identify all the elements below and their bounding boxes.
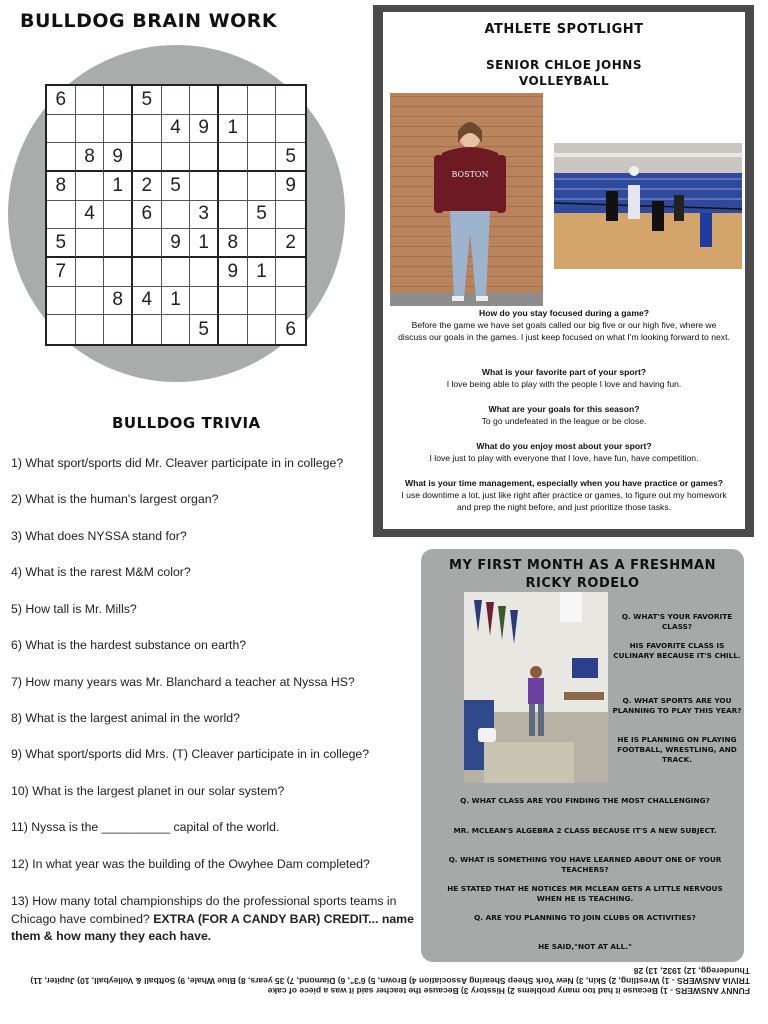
- spotlight-answer: I love being able to play with the people I love and having fun.: [446, 379, 682, 389]
- sudoku-cell: [76, 287, 105, 316]
- sudoku-cell: [133, 258, 162, 287]
- sudoku-cell: 1: [190, 229, 219, 258]
- sudoku-cell: [76, 115, 105, 144]
- trivia-question: 11) Nyssa is the __________ capital of the world.: [11, 820, 280, 834]
- sudoku-cell: [219, 86, 248, 115]
- sudoku-cell: 9: [162, 229, 191, 258]
- sudoku-cell: [47, 287, 76, 316]
- sudoku-cell: [76, 258, 105, 287]
- sudoku-cell: [133, 229, 162, 258]
- sudoku-cell: [248, 315, 277, 344]
- trivia-question: 12) In what year was the building of the Owyhee Dam completed?: [11, 857, 370, 871]
- sudoku-cell: [104, 229, 133, 258]
- sudoku-cell: 4: [162, 115, 191, 144]
- sudoku-cell: [104, 201, 133, 230]
- answers-footer: [10, 966, 750, 996]
- sudoku-cell: 2: [133, 172, 162, 201]
- trivia-question: 9) What sport/sports did Mrs. (T) Cleaver participate in in college?: [11, 747, 370, 761]
- sudoku-cell: 1: [162, 287, 191, 316]
- freshman-classroom-photo: [464, 592, 608, 783]
- sudoku-cell: [133, 115, 162, 144]
- trivia-question: 10) What is the largest planet in our solar system?: [11, 784, 285, 798]
- sudoku-cell: 9: [219, 258, 248, 287]
- spotlight-qa-2: [398, 366, 730, 390]
- sudoku-cell: [162, 86, 191, 115]
- spotlight-question: What do you enjoy most about your sport?: [476, 441, 652, 451]
- sudoku-cell: 6: [47, 86, 76, 115]
- sudoku-cell: 1: [248, 258, 277, 287]
- sudoku-cell: [104, 315, 133, 344]
- sudoku-cell: [104, 258, 133, 287]
- sudoku-cell: 5: [248, 201, 277, 230]
- freshman-a5: HE SAID,"NOT AT ALL.": [538, 942, 632, 951]
- sudoku-cell: 8: [219, 229, 248, 258]
- trivia-question: 8) What is the largest animal in the world?: [11, 711, 240, 725]
- spotlight-subtitle: [383, 57, 745, 89]
- sudoku-cell: [190, 287, 219, 316]
- sudoku-cell: [190, 143, 219, 172]
- trivia-question-13: [11, 893, 416, 946]
- trivia-extra-credit: EXTRA (FOR A CANDY BAR) CREDIT... name them & how many they each have.: [11, 911, 414, 943]
- sudoku-cell: [76, 229, 105, 258]
- spotlight-answer: I love just to play with everyone that I love, have fun, have competition.: [429, 453, 699, 463]
- sudoku-cell: [219, 287, 248, 316]
- trivia-title: BULLDOG TRIVIA: [112, 414, 261, 432]
- spotlight-qa-4: [398, 440, 730, 464]
- sudoku-cell: [162, 258, 191, 287]
- spotlight-question: What is your time management, especially when you have practice or games?: [404, 478, 724, 488]
- sudoku-cell: 6: [285, 318, 296, 340]
- freshman-a4: HE STATED THAT HE NOTICES MR MCLEAN GETS A LITTLE NERVOUS WHEN HE IS TEACHING.: [447, 884, 723, 903]
- sudoku-cell: [47, 201, 76, 230]
- sudoku-cell: 5: [162, 172, 191, 201]
- sudoku-cell: 5: [47, 229, 76, 258]
- sudoku-cell: [219, 143, 248, 172]
- freshman-side-q2: Q. WHAT SPORTS ARE YOU PLANNING TO PLAY THIS YEAR?: [612, 696, 742, 715]
- spotlight-title: ATHLETE SPOTLIGHT: [484, 22, 644, 37]
- sudoku-cell: [104, 86, 133, 115]
- trivia-question: 4) What is the rarest M&M color?: [11, 565, 191, 579]
- athlete-name: SENIOR CHLOE JOHNS: [485, 58, 642, 72]
- trivia-question: 3) What does NYSSA stand for?: [11, 529, 187, 543]
- spotlight-qa-3: [398, 403, 730, 427]
- spotlight-question: How do you stay focused during a game?: [479, 308, 649, 318]
- sudoku-cell: 5: [276, 143, 305, 172]
- sudoku-cell: [190, 86, 219, 115]
- sudoku-cell: [248, 143, 277, 172]
- sudoku-cell: [133, 315, 162, 344]
- sudoku-cell: [47, 315, 76, 344]
- sudoku-cell: 4: [133, 287, 162, 316]
- sudoku-cell: [276, 86, 305, 115]
- sudoku-cell: [76, 315, 105, 344]
- spotlight-qa-1: [398, 307, 730, 343]
- sudoku-cell: [276, 287, 305, 316]
- freshman-q4: Q. WHAT IS SOMETHING YOU HAVE LEARNED ABOUT ONE OF YOUR TEACHERS?: [448, 855, 722, 874]
- athlete-portrait-photo: [390, 93, 543, 306]
- sudoku-cell: 8: [76, 143, 105, 172]
- sudoku-cell: 9: [190, 115, 219, 144]
- sudoku-cell: [276, 258, 305, 287]
- sudoku-cell: 1: [219, 115, 248, 144]
- sudoku-cell: [248, 115, 277, 144]
- sudoku-cell: 1: [104, 172, 133, 201]
- sudoku-cell: 9: [104, 143, 133, 172]
- spotlight-answer: I use downtime a lot, just like right after practice or games, to figure out my homework and prep the night before, and just prioritize those tasks.: [401, 490, 727, 512]
- funny-answers: FUNNY ANSWERS - 1) Because it had too many problems 2) Hisstory 3) Because the teacher said it was a piece of cake: [267, 986, 750, 996]
- sudoku-cell: 4: [76, 201, 105, 230]
- sudoku-cell: 6: [133, 201, 162, 230]
- sudoku-cell: [162, 201, 191, 230]
- sweatshirt-text: BOSTON: [451, 170, 489, 179]
- freshman-title: [421, 557, 744, 593]
- athlete-sport: VOLLEYBALL: [518, 74, 610, 88]
- sudoku-cell: [162, 315, 191, 344]
- sudoku-grid: [45, 84, 307, 346]
- spotlight-answer: Before the game we have set goals called our big five or our high five, where we discuss our goals in the games. I just keep focused on what I'm looking forward to next.: [398, 320, 730, 342]
- sudoku-cell: 9: [276, 172, 305, 201]
- sudoku-cell: [276, 115, 305, 144]
- sudoku-cell: [133, 143, 162, 172]
- spotlight-answer: To go undefeated in the league or be close.: [481, 416, 647, 426]
- spotlight-question: What are your goals for this season?: [488, 404, 640, 414]
- freshman-name: RICKY RODELO: [525, 576, 640, 591]
- sudoku-cell: [219, 172, 248, 201]
- trivia-question: 7) How many years was Mr. Blanchard a teacher at Nyssa HS?: [11, 675, 355, 689]
- sudoku-cell: [248, 287, 277, 316]
- freshman-q5: Q. ARE YOU PLANNING TO JOIN CLUBS OR ACTIVITIES?: [474, 913, 696, 922]
- trivia-question: 2) What is the human's largest organ?: [11, 492, 219, 506]
- trivia-question: 5) How tall is Mr. Mills?: [11, 602, 137, 616]
- sudoku-cell: [248, 229, 277, 258]
- spotlight-qa-5: [398, 477, 730, 513]
- sudoku-cell: 5: [190, 315, 219, 344]
- sudoku-cell: [219, 201, 248, 230]
- sudoku-cell: [190, 258, 219, 287]
- freshman-side-a2: HE IS PLANNING ON PLAYING FOOTBALL, WRESTLING, AND TRACK.: [617, 735, 737, 764]
- sudoku-cell: 2: [276, 229, 305, 258]
- trivia-answers: TRIVIA ANSWERS - 1) Wrestling, 2) Skin, 3) New York Sheep Shearing Association 4) Brown, 5) 6'3", 6) Diamond, 7) 35 years, 8) Blue Whale, 9) Softball & Volleyball, 10) Jupiter, 11) Thunderegg, 12) 1932, 13) 28: [30, 966, 750, 986]
- sudoku-cell: [248, 86, 277, 115]
- brain-work-title: BULLDOG BRAIN WORK: [20, 10, 278, 32]
- trivia-question: 1) What sport/sports did Mr. Cleaver participate in in college?: [11, 456, 344, 470]
- trivia-question-13-text: 13) How many total championships do the professional sports teams in Chicago have combined?: [11, 894, 397, 926]
- sudoku-cell: 8: [47, 172, 76, 201]
- sudoku-cell: [104, 115, 133, 144]
- sudoku-cell: 5: [133, 86, 162, 115]
- sudoku-cell: 7: [47, 258, 76, 287]
- sudoku-cell: [47, 143, 76, 172]
- freshman-side-a1: HIS FAVORITE CLASS IS CULINARY BECAUSE IT'S CHILL.: [613, 641, 741, 660]
- sudoku-cell: [76, 172, 105, 201]
- volleyball-action-photo: [554, 143, 742, 269]
- freshman-a3: MR. MCLEAN'S ALGEBRA 2 CLASS BECAUSE IT'S A NEW SUBJECT.: [453, 826, 717, 835]
- freshman-heading: MY FIRST MONTH AS A FRESHMAN: [449, 558, 716, 573]
- trivia-question: 6) What is the hardest substance on earth?: [11, 638, 247, 652]
- sudoku-cell: [219, 315, 248, 344]
- sudoku-cell: [162, 143, 191, 172]
- sudoku-cell: [190, 172, 219, 201]
- freshman-q3: Q. WHAT CLASS ARE YOU FINDING THE MOST CHALLENGING?: [460, 796, 710, 805]
- sudoku-cell: [76, 86, 105, 115]
- freshman-side-q1: Q. WHAT'S YOUR FAVORITE CLASS?: [621, 612, 733, 631]
- sudoku-cell: [248, 172, 277, 201]
- sudoku-cell: [276, 201, 305, 230]
- sudoku-cell: [47, 115, 76, 144]
- sudoku-cell: 3: [190, 201, 219, 230]
- spotlight-question: What is your favorite part of your sport?: [481, 367, 647, 377]
- sudoku-cell: 8: [104, 287, 133, 316]
